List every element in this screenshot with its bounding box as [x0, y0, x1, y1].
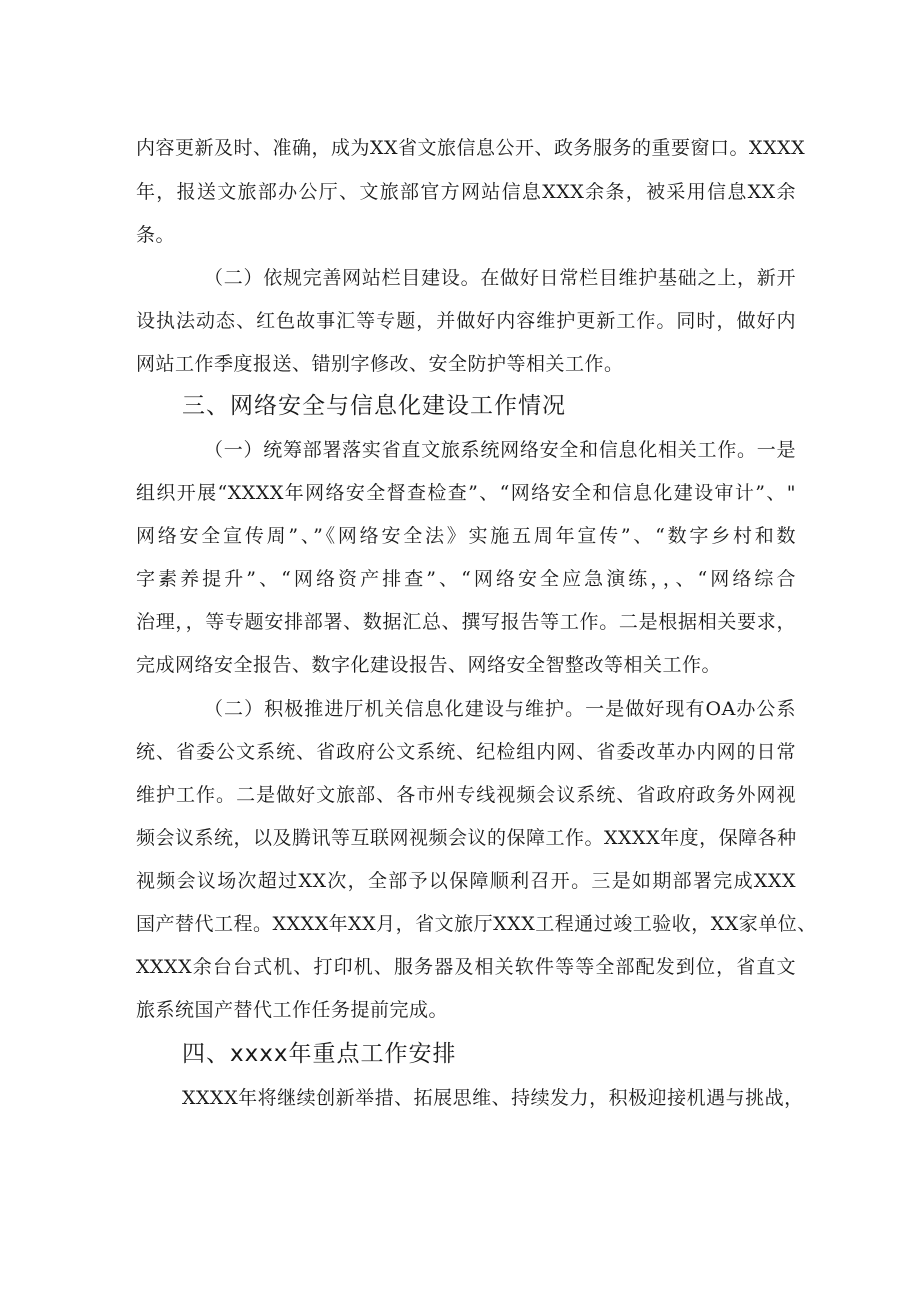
text-line: 字素养提升”、“网络资产排查”、“网络安全应急演练，，、“网络综合 [136, 568, 796, 590]
text-line: （一）统筹部署落实省直文旅系统网络安全和信息化相关工作。一是 [204, 439, 796, 461]
text-line: （二）依规完善网站栏目建设。在做好日常栏目维护基础之上，新开 [204, 267, 796, 289]
text-line: 视频会议场次超过XX次，全部予以保障顺利召开。三是如期部署完成XXX [136, 870, 796, 892]
text-line: XXXX年将继续创新举措、拓展思维、持续发力，积极迎接机遇与挑战， [182, 1087, 804, 1109]
text-line: 维护工作。二是做好文旅部、各市州专线视频会议系统、省政府政务外网视 [136, 784, 796, 806]
text-line: 国产替代工程。XXXX年XX月，省文旅厅XXX工程通过竣工验收，XX家单位、 [136, 913, 817, 935]
text-line: 统、省委公文系统、省政府公文系统、纪检组内网、省委改革办内网的日常 [136, 741, 796, 763]
section-heading: 四、xxxx年重点工作安排 [182, 1041, 457, 1067]
text-line: 网络安全宣传周”、”《网络安全法》实施五周年宣传”、“数字乡村和数 [136, 525, 796, 547]
section-heading: 三、网络安全与信息化建设工作情况 [182, 393, 566, 419]
text-line: 完成网络安全报告、数字化建设报告、网络安全智整改等相关工作。 [136, 654, 722, 676]
text-line: 组织开展“XXXX年网络安全督查检查”、“网络安全和信息化建设审计”、" [136, 482, 796, 504]
text-line: 旅系统国产替代工作任务提前完成。 [136, 999, 449, 1021]
text-line: （二）积极推进厅机关信息化建设与维护。一是做好现有OA办公系 [204, 698, 796, 720]
text-line: 条。 [136, 224, 176, 246]
text-line: 治理，，等专题安排部署、数据汇总、撰写报告等工作。二是根据相关要求， [136, 611, 796, 633]
text-line: 年，报送文旅部办公厅、文旅部官方网站信息XXX余条，被采用信息XX余 [136, 181, 796, 203]
text-line: 网站工作季度报送、错别字修改、安全防护等相关工作。 [136, 353, 624, 375]
text-line: 内容更新及时、准确，成为XX省文旅信息公开、政务服务的重要窗口。XXXX [136, 137, 806, 159]
text-line: 设执法动态、红色故事汇等专题，并做好内容维护更新工作。同时，做好内 [136, 310, 796, 332]
text-line: 频会议系统，以及腾讯等互联网视频会议的保障工作。XXXX年度，保障各种 [136, 827, 797, 849]
text-line: XXXX余台台式机、打印机、服务器及相关软件等等全部配发到位，省直文 [136, 956, 796, 978]
